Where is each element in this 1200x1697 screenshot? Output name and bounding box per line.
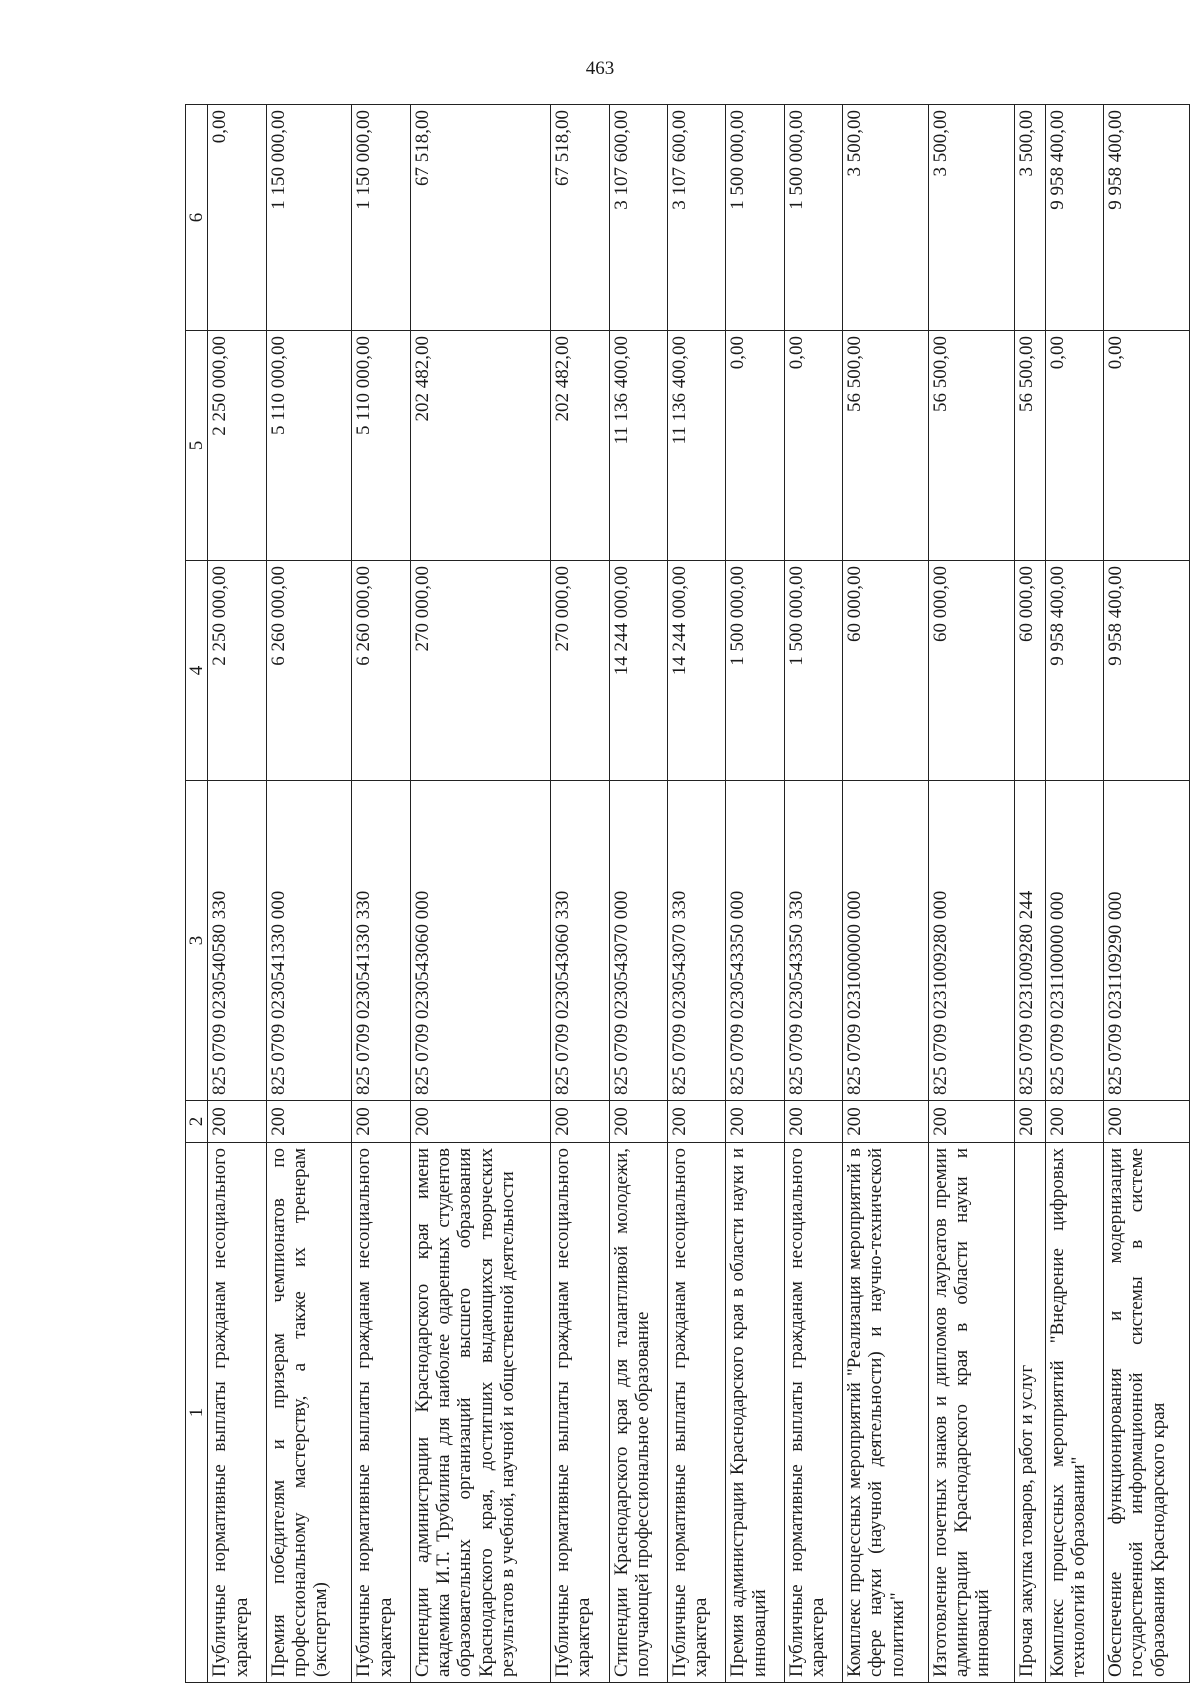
row-kvr-cell: 200 <box>208 1101 266 1143</box>
row-amount-cell: 2 250 000,00 <box>208 331 266 561</box>
table-row <box>843 105 929 1683</box>
row-amount-cell: 1 500 000,00 <box>784 105 842 331</box>
row-name-cell: Публичные нормативные выплаты гражданам несоциального характера <box>551 1143 609 1683</box>
table-row <box>551 105 609 1683</box>
row-code-cell: 825 0709 0231009280 244 <box>1014 781 1045 1101</box>
row-kvr-cell: 200 <box>843 1101 929 1143</box>
row-amount-cell: 14 244 000,00 <box>609 561 667 781</box>
row-kvr-cell: 200 <box>410 1101 550 1143</box>
row-kvr-cell: 200 <box>667 1101 725 1143</box>
row-name-cell: Премия победителям и призерам чемпионатов по профессиональному мастерству, а также их тренерам (экспертам) <box>266 1143 352 1683</box>
row-name-cell: Публичные нормативные выплаты гражданам несоциального характера <box>784 1143 842 1683</box>
row-name-cell: Публичные нормативные выплаты гражданам несоциального характера <box>667 1143 725 1683</box>
row-amount-cell: 1 150 000,00 <box>266 105 352 331</box>
column-header: 1 <box>186 1143 208 1683</box>
row-amount-cell: 0,00 <box>726 331 784 561</box>
row-code-cell: 825 0709 0231009280 000 <box>928 781 1014 1101</box>
row-code-cell: 825 0709 0230543060 000 <box>410 781 550 1101</box>
row-amount-cell: 5 110 000,00 <box>266 331 352 561</box>
row-amount-cell: 270 000,00 <box>551 561 609 781</box>
row-kvr-cell: 200 <box>1104 1101 1190 1143</box>
table-row <box>1045 105 1103 1683</box>
row-amount-cell: 60 000,00 <box>928 561 1014 781</box>
row-kvr-cell: 200 <box>784 1101 842 1143</box>
row-code-cell: 825 0709 0230543070 330 <box>667 781 725 1101</box>
row-amount-cell: 60 000,00 <box>1014 561 1045 781</box>
table-row <box>1104 105 1190 1683</box>
row-amount-cell: 1 500 000,00 <box>726 561 784 781</box>
row-amount-cell: 67 518,00 <box>551 105 609 331</box>
row-code-cell: 825 0709 0230543350 330 <box>784 781 842 1101</box>
row-amount-cell: 3 107 600,00 <box>609 105 667 331</box>
table-row <box>266 105 352 1683</box>
row-kvr-cell: 200 <box>1014 1101 1045 1143</box>
row-amount-cell: 9 958 400,00 <box>1045 105 1103 331</box>
row-amount-cell: 0,00 <box>1045 331 1103 561</box>
row-amount-cell: 0,00 <box>784 331 842 561</box>
row-name-cell: Изготовление почетных знаков и дипломов лауреатов премии администрации Краснодарского края в области науки и инноваций <box>928 1143 1014 1683</box>
row-kvr-cell: 200 <box>726 1101 784 1143</box>
table-body <box>208 105 1190 1683</box>
rotated-table-wrapper <box>185 105 1190 1683</box>
row-amount-cell: 14 244 000,00 <box>667 561 725 781</box>
row-code-cell: 825 0709 0230541330 330 <box>352 781 410 1101</box>
row-amount-cell: 6 260 000,00 <box>352 561 410 781</box>
row-amount-cell: 11 136 400,00 <box>609 331 667 561</box>
row-amount-cell: 3 500,00 <box>928 105 1014 331</box>
table-row <box>726 105 784 1683</box>
row-name-cell: Стипендии администрации Краснодарского края имени академика И.Т. Трубилина для наиболее одаренных студентов образовательных организаций высшего образования Краснодарского края, достигших выдающихся творческих результатов в учебной, научной и общественной деятельности <box>410 1143 550 1683</box>
row-amount-cell: 202 482,00 <box>410 331 550 561</box>
column-header: 5 <box>186 331 208 561</box>
row-amount-cell: 3 500,00 <box>843 105 929 331</box>
row-amount-cell: 0,00 <box>208 105 266 331</box>
column-header: 6 <box>186 105 208 331</box>
row-code-cell: 825 0709 0231109290 000 <box>1104 781 1190 1101</box>
table-row <box>208 105 266 1683</box>
row-amount-cell: 1 500 000,00 <box>784 561 842 781</box>
table-header-row <box>186 105 208 1683</box>
row-amount-cell: 202 482,00 <box>551 331 609 561</box>
row-name-cell: Публичные нормативные выплаты гражданам несоциального характера <box>208 1143 266 1683</box>
row-code-cell: 825 0709 0230543070 000 <box>609 781 667 1101</box>
row-kvr-cell: 200 <box>1045 1101 1103 1143</box>
row-amount-cell: 6 260 000,00 <box>266 561 352 781</box>
row-name-cell: Обеспечение функционирования и модернизации государственной информационной системы в системе образования Краснодарского края <box>1104 1143 1190 1683</box>
row-code-cell: 825 0709 0230541330 000 <box>266 781 352 1101</box>
row-amount-cell: 0,00 <box>1104 331 1190 561</box>
table-row <box>1014 105 1045 1683</box>
table-row <box>352 105 410 1683</box>
row-code-cell: 825 0709 0231000000 000 <box>843 781 929 1101</box>
row-name-cell: Публичные нормативные выплаты гражданам несоциального характера <box>352 1143 410 1683</box>
row-amount-cell: 9 958 400,00 <box>1045 561 1103 781</box>
row-name-cell: Прочая закупка товаров, работ и услуг <box>1014 1143 1045 1683</box>
row-name-cell: Комплекс процессных мероприятий "Реализация мероприятий в сфере науки (научной деятельности) и научно-технической политики" <box>843 1143 929 1683</box>
row-code-cell: 825 0709 0230540580 330 <box>208 781 266 1101</box>
row-amount-cell: 270 000,00 <box>410 561 550 781</box>
row-kvr-cell: 200 <box>551 1101 609 1143</box>
row-kvr-cell: 200 <box>266 1101 352 1143</box>
table-row <box>609 105 667 1683</box>
row-amount-cell: 2 250 000,00 <box>208 561 266 781</box>
row-kvr-cell: 200 <box>352 1101 410 1143</box>
row-amount-cell: 9 958 400,00 <box>1104 105 1190 331</box>
row-code-cell: 825 0709 0230543060 330 <box>551 781 609 1101</box>
row-code-cell: 825 0709 0230543350 000 <box>726 781 784 1101</box>
row-amount-cell: 3 500,00 <box>1014 105 1045 331</box>
row-amount-cell: 60 000,00 <box>843 561 929 781</box>
column-header: 2 <box>186 1101 208 1143</box>
column-header: 4 <box>186 561 208 781</box>
row-amount-cell: 56 500,00 <box>928 331 1014 561</box>
budget-table <box>185 104 1190 1683</box>
row-amount-cell: 56 500,00 <box>843 331 929 561</box>
table-row <box>667 105 725 1683</box>
row-amount-cell: 56 500,00 <box>1014 331 1045 561</box>
page-number: 463 <box>585 58 615 79</box>
row-amount-cell: 67 518,00 <box>410 105 550 331</box>
row-amount-cell: 1 500 000,00 <box>726 105 784 331</box>
row-kvr-cell: 200 <box>609 1101 667 1143</box>
row-name-cell: Стипендии Краснодарского края для талантливой молодежи, получающей профессиональное образование <box>609 1143 667 1683</box>
row-kvr-cell: 200 <box>928 1101 1014 1143</box>
row-amount-cell: 11 136 400,00 <box>667 331 725 561</box>
row-amount-cell: 5 110 000,00 <box>352 331 410 561</box>
row-amount-cell: 9 958 400,00 <box>1104 561 1190 781</box>
row-name-cell: Премия администрации Краснодарского края в области науки и инноваций <box>726 1143 784 1683</box>
table-row <box>410 105 550 1683</box>
table-row <box>928 105 1014 1683</box>
row-amount-cell: 3 107 600,00 <box>667 105 725 331</box>
row-name-cell: Комплекс процессных мероприятий "Внедрение цифровых технологий в образовании" <box>1045 1143 1103 1683</box>
row-amount-cell: 1 150 000,00 <box>352 105 410 331</box>
table-row <box>784 105 842 1683</box>
column-header: 3 <box>186 781 208 1101</box>
row-code-cell: 825 0709 0231100000 000 <box>1045 781 1103 1101</box>
